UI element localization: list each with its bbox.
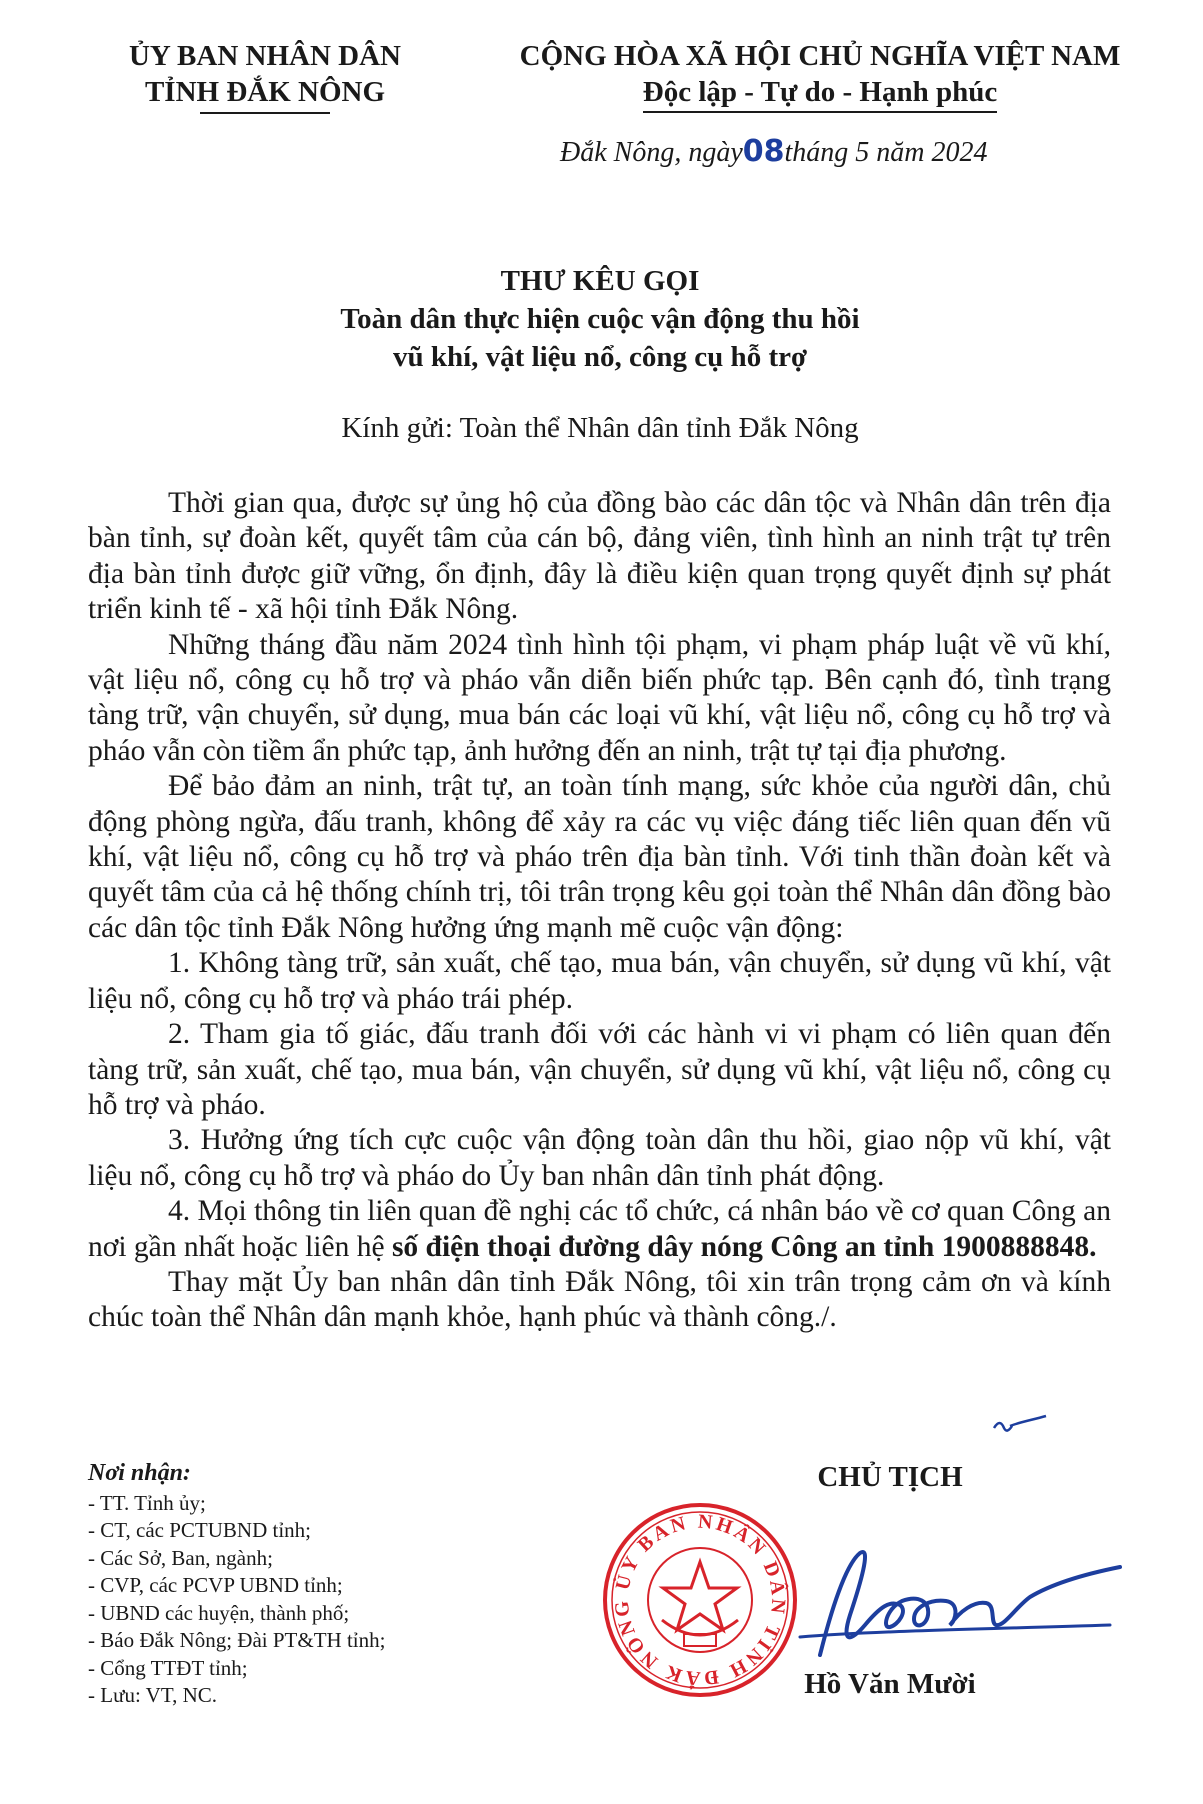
recipient-item: - Báo Đắk Nông; Đài PT&TH tỉnh; [88,1628,386,1652]
document-title [150,262,1050,376]
date-day-handwritten: 08 [742,134,785,169]
recipient-item: - CT, các PCTUBND tỉnh; [88,1518,312,1542]
handwritten-signature-icon [790,1545,1130,1665]
recipients-list [88,1460,608,1710]
title-main: THƯ KÊU GỌI [500,265,700,297]
list-item-4 [88,1194,1111,1265]
issuer-divider [200,112,330,114]
date-prefix: Đắk Nông, ngày [560,137,743,168]
letter-body [88,486,1111,1336]
recipient-item: - Lưu: VT, NC. [88,1683,218,1707]
national-header [505,38,1135,113]
svg-text:ỦY BAN NHÂN DÂN TỈNH ĐẮK NÔNG: ỦY BAN NHÂN DÂN TỈNH ĐẮK NÔNG [610,1510,790,1690]
recipient-item: - CVP, các PCVP UBND tỉnh; [88,1573,343,1597]
issuer-line-2: TỈNH ĐẮK NÔNG [144,76,386,108]
recipient-item: - Các Sở, Ban, ngành; [88,1545,273,1570]
recipient-item: - UBND các huyện, thành phố; [88,1600,350,1625]
paragraph-3: Để bảo đảm an ninh, trật tự, an toàn tính mạng, sức khỏe của người dân, chủ động phòng ngừa, đấu tranh, không để xảy ra các vụ việc đáng tiếc liên quan đến vũ khí, vật liệu nổ, công cụ hỗ trợ và pháo trên địa bàn tỉnh. Với tinh thần đoàn kết và quyết tâm của cả hệ thống chính trị, tôi trân trọng kêu gọi toàn thể Nhân dân đồng bào các dân tộc tỉnh Đắk Nông hưởng ứng mạnh mẽ cuộc vận động: [88,770,1111,944]
signer-name: Hồ Văn Mười [804,1668,976,1700]
national-title: CỘNG HÒA XÃ HỘI CHỦ NGHĨA VIỆT NAM [519,40,1121,72]
national-motto: Độc lập - Tự do - Hạnh phúc [643,74,998,113]
date-line [560,134,1120,169]
recipient-item: - Cổng TTĐT tỉnh; [88,1655,248,1680]
recipient-item: - TT. Tỉnh ủy; [88,1490,206,1515]
signer-title: CHỦ TỊCH [817,1461,963,1493]
list-item-1: 1. Không tàng trữ, sản xuất, chế tạo, mua bán, vận chuyển, sử dụng vũ khí, vật liệu nổ, công cụ hỗ trợ và pháo trái phép. [88,947,1111,1015]
closing-paragraph: Thay mặt Ủy ban nhân dân tỉnh Đắk Nông, tôi xin trân trọng cảm ơn và kính chúc toàn thể Nhân dân mạnh khỏe, hạnh phúc và thành công./. [88,1265,1111,1334]
issuer-line-1: ỦY BAN NHÂN DÂN [128,40,401,72]
title-sub-2: vũ khí, vật liệu nổ, công cụ hỗ trợ [392,341,808,373]
list-item-4-text: 4. Mọi thông tin liên quan đề nghị các tổ chức, cá nhân báo về cơ quan Công an nơi gần nhất hoặc liên hệ [88,1195,1111,1263]
paragraph-1: Thời gian qua, được sự ủng hộ của đồng bào các dân tộc và Nhân dân trên địa bàn tỉnh, sự đoàn kết, quyết tâm của cán bộ, đảng viên, tình hình an ninh trật tự trên địa bàn tỉnh được giữ vững, ổn định, đây là điều kiện quan trọng quyết định sự phát triển kinh tế - xã hội tỉnh Đắk Nông. [88,487,1111,626]
handwritten-mark-icon [990,1410,1050,1440]
date-suffix: tháng 5 năm 2024 [784,137,988,168]
title-sub-1: Toàn dân thực hiện cuộc vận động thu hồi [340,303,860,335]
recipients-title: Nơi nhận: [88,1460,191,1486]
list-item-3: 3. Hưởng ứng tích cực cuộc vận động toàn dân thu hồi, giao nộp vũ khí, vật liệu nổ, công cụ hỗ trợ và pháo do Ủy ban nhân dân tỉnh phát động. [88,1124,1111,1192]
paragraph-2: Những tháng đầu năm 2024 tình hình tội phạm, vi phạm pháp luật về vũ khí, vật liệu nổ, công cụ hỗ trợ và pháo vẫn diễn biến phức tạp. Bên cạnh đó, tình trạng tàng trữ, vận chuyển, sử dụng, mua bán các loại vũ khí, vật liệu nổ, công cụ hỗ trợ và pháo vẫn còn tiềm ẩn phức tạp, ảnh hưởng đến an ninh, trật tự tại địa phương. [88,628,1111,767]
issuer-header [90,38,440,114]
salutation: Kính gửi: Toàn thể Nhân dân tỉnh Đắk Nông [341,412,859,444]
list-item-2: 2. Tham gia tố giác, đấu tranh đối với các hành vi vi phạm có liên quan đến tàng trữ, sản xuất, chế tạo, mua bán, vận chuyển, sử dụng vũ khí, vật liệu nổ, công cụ hỗ trợ và pháo. [88,1018,1111,1121]
hotline-text: số điện thoại đường dây nóng Công an tỉnh 1900888848. [391,1230,1097,1263]
